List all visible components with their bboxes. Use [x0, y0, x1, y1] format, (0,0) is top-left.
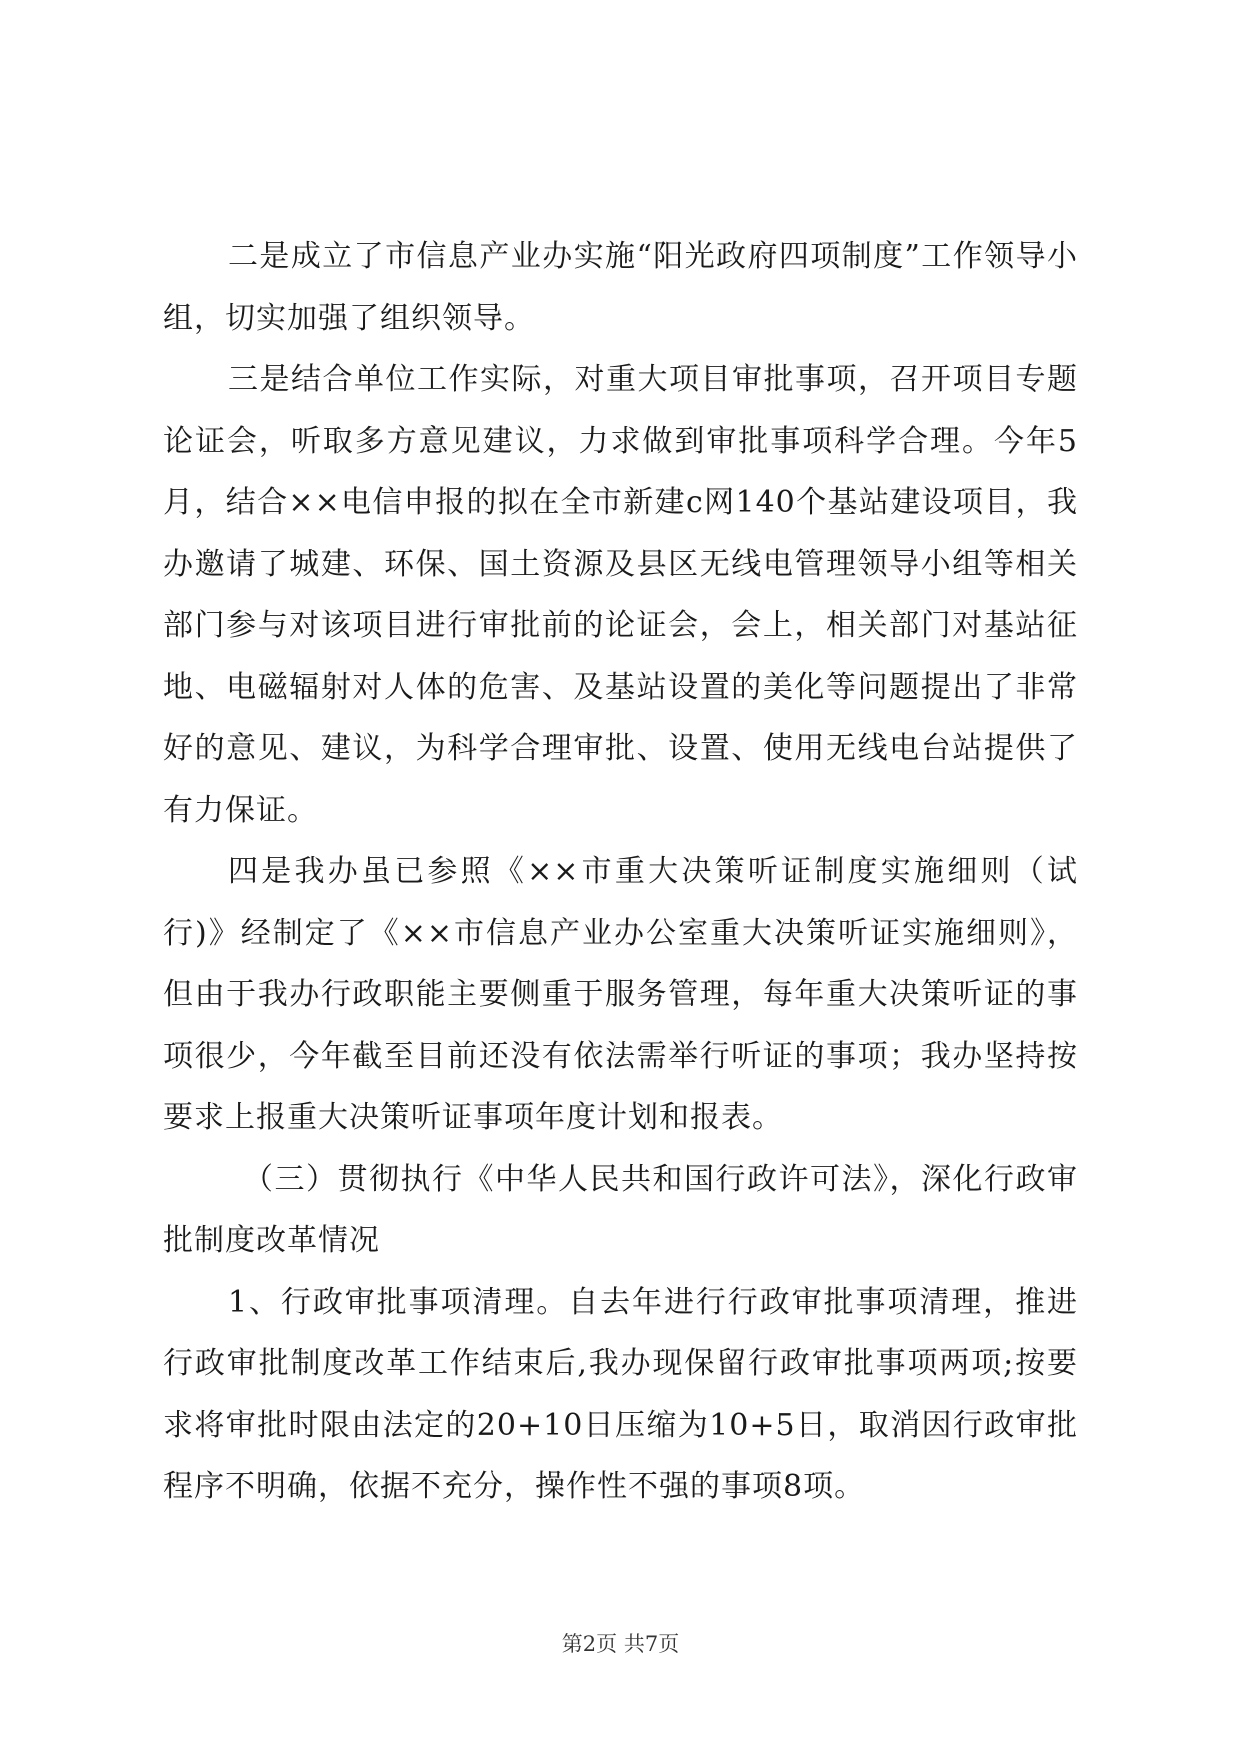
page-number-footer: 第2页 共7页	[561, 1632, 680, 1656]
paragraph-project-review: 三是结合单位工作实际，对重大项目审批事项，召开项目专题论证会，听取多方意见建议，力求做到审批事项科学合理。今年5月，结合××电信申报的拟在全市新建c网140个基站建设项目，我办邀请了城建、环保、国土资源及县区无线电管理领导小组等相关部门参与对该项目进行审批前的论证会，会上，相关部门对基站征地、电磁辐射对人体的危害、及基站设置的美化等问题提出了非常好的意见、建议，为科学合理审批、设置、使用无线电台站提供了有力保证。	[163, 362, 1078, 828]
paragraph-hearing-rules: 四是我办虽已参照《××市重大决策听证制度实施细则（试行)》经制定了《××市信息产业办公室重大决策听证实施细则》，但由于我办行政职能主要侧重于服务管理，每年重大决策听证的事项很少，今年截至目前还没有依法需举行听证的事项；我办坚持按要求上报重大决策听证事项年度计划和报表。	[163, 854, 1078, 1135]
paragraph-approval-cleanup: 1、行政审批事项清理。自去年进行行政审批事项清理，推进行政审批制度改革工作结束后,我办现保留行政审批事项两项;按要求将审批时限由法定的20+10日压缩为10+5日，取消因行政审批程序不明确，依据不充分，操作性不强的事项8项。	[163, 1284, 1078, 1504]
body-text	[163, 226, 1078, 1518]
paragraph-leadership-group: 二是成立了市信息产业办实施“阳光政府四项制度”工作领导小组，切实加强了组织领导。	[163, 239, 1078, 336]
section-heading-admin-licensing: （三）贯彻执行《中华人民共和国行政许可法》，深化行政审批制度改革情况	[163, 1161, 1078, 1258]
